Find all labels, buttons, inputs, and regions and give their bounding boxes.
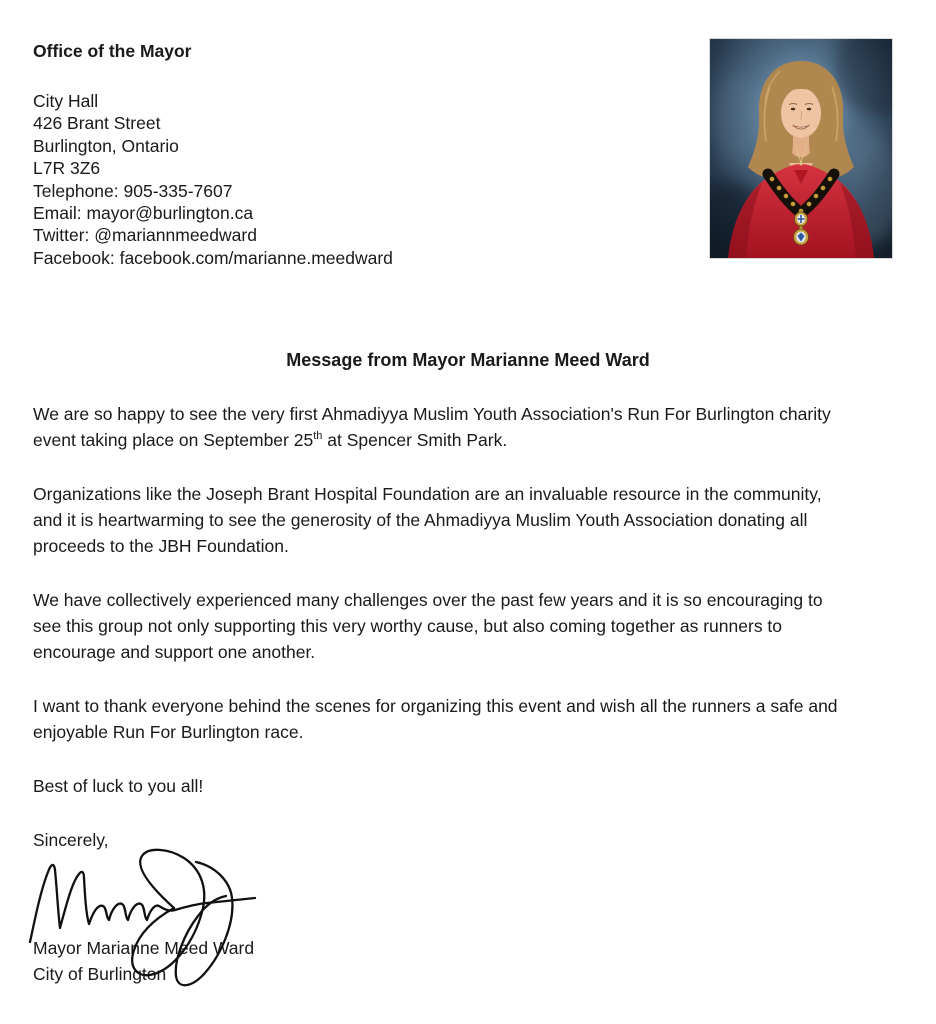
address-line-email: Email: mayor@burlington.ca bbox=[33, 203, 254, 224]
address-line-street: 426 Brant Street bbox=[33, 113, 161, 134]
paragraph-3: We have collectively experienced many challenges over the past few years and it is so encouraging to see this group not only supporting this very worthy cause, but also coming together as runners to encourage and support one another. bbox=[33, 590, 823, 663]
address-line-postal: L7R 3Z6 bbox=[33, 158, 101, 179]
best-wishes-line: Best of luck to you all! bbox=[33, 776, 204, 797]
signature-block bbox=[33, 935, 903, 987]
address-line-twitter: Twitter: @mariannmeedward bbox=[33, 225, 257, 246]
letterhead-office-title: Office of the Mayor bbox=[33, 41, 192, 61]
paragraph-1-tail: at Spencer Smith Park. bbox=[322, 430, 508, 451]
signatory-org: City of Burlington bbox=[33, 964, 167, 985]
neck bbox=[792, 135, 810, 158]
address-line-city: Burlington, Ontario bbox=[33, 135, 179, 156]
eye-left bbox=[791, 108, 795, 111]
paragraph-1-text: We are so happy to see the very first Ahmadiyya Muslim Youth Association's Run For Burlington charity event taking place on September 25 bbox=[33, 404, 831, 451]
address-line-city-hall: City Hall bbox=[33, 91, 99, 111]
ordinal-superscript: th bbox=[313, 430, 323, 443]
paragraph-1 bbox=[33, 401, 903, 453]
mayor-portrait-illustration bbox=[710, 39, 892, 258]
letter-title: Message from Mayor Marianne Meed Ward bbox=[286, 350, 650, 371]
address-line-facebook: Facebook: facebook.com/marianne.meedward bbox=[33, 247, 393, 268]
mayor-portrait-photo bbox=[709, 38, 893, 259]
paragraph-2: Organizations like the Joseph Brant Hospital Foundation are an invaluable resource in the community, and it is heartwarming to see the generosity of the Ahmadiyya Muslim Youth Association donating all proceeds to the JBH Foundation. bbox=[33, 484, 822, 557]
valediction-line: Sincerely, bbox=[33, 830, 109, 851]
eye-right bbox=[807, 108, 811, 111]
paragraph-4: I want to thank everyone behind the scenes for organizing this event and wish all the runners a safe and enjoyable Run For Burlington race. bbox=[33, 696, 838, 743]
signatory-name: Mayor Marianne Meed Ward bbox=[33, 938, 255, 959]
address-line-telephone: Telephone: 905-335-7607 bbox=[33, 180, 233, 201]
